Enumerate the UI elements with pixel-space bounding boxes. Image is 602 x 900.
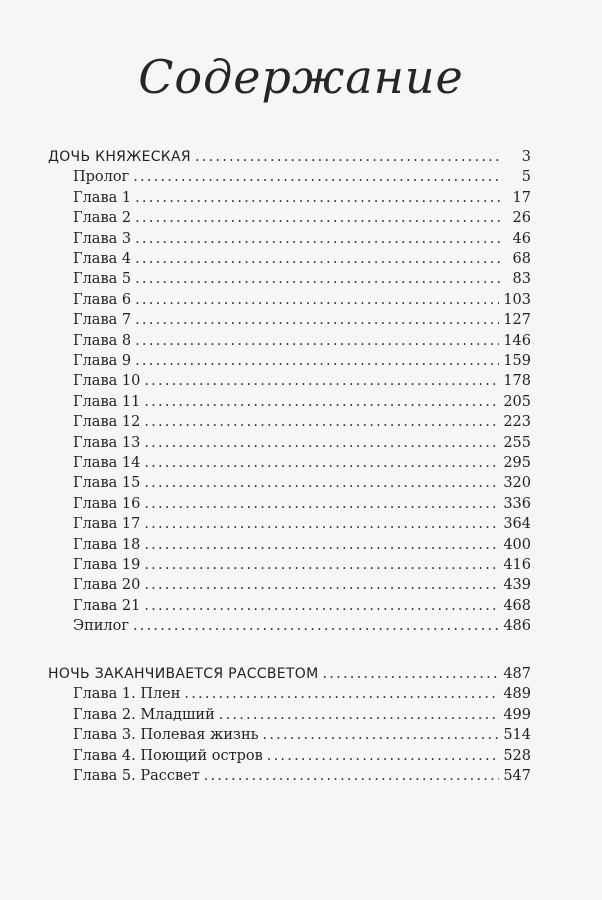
toc-entry-label: Эпилог xyxy=(73,618,129,635)
toc-entry-label: Глава 9 xyxy=(73,353,132,369)
dot-leader xyxy=(204,766,500,786)
toc-entry-page-number: 489 xyxy=(503,686,531,703)
toc-entry[interactable] xyxy=(73,514,531,534)
toc-entry-page-number: 127 xyxy=(503,312,531,329)
toc-entry[interactable] xyxy=(73,453,531,473)
toc-entry-label: Глава 19 xyxy=(73,557,141,573)
dot-leader xyxy=(144,392,499,412)
dot-leader xyxy=(144,371,499,391)
toc-entry-label: Глава 18 xyxy=(73,536,141,553)
toc-part-heading-page-number: 3 xyxy=(521,149,531,165)
toc-entry-page-number: 178 xyxy=(503,373,531,390)
toc-entry-label: Глава 6 xyxy=(73,291,132,308)
toc-entry-page-number: 416 xyxy=(503,557,531,573)
toc-entry[interactable] xyxy=(73,351,531,371)
toc-entry[interactable] xyxy=(73,392,531,412)
toc-part-heading[interactable] xyxy=(48,147,531,167)
toc-entry-page-number: 439 xyxy=(503,577,531,594)
toc-entry-label: Глава 17 xyxy=(73,516,141,533)
dot-leader xyxy=(135,249,503,269)
dot-leader xyxy=(184,684,499,704)
dot-leader xyxy=(135,351,499,371)
toc-entry-label: Глава 8 xyxy=(73,332,132,349)
toc-entry-label: Глава 12 xyxy=(73,414,141,431)
toc-entry-label: Глава 14 xyxy=(73,455,141,471)
toc-entry-label: Глава 4. Поющий остров xyxy=(73,747,263,764)
toc-entry-label: Глава 16 xyxy=(73,495,141,512)
toc-entry[interactable] xyxy=(73,208,531,228)
dot-leader xyxy=(135,269,503,289)
toc-entry-page-number: 295 xyxy=(503,455,531,471)
page-title: Содержание xyxy=(138,50,464,104)
dot-leader xyxy=(135,290,499,310)
toc-entry[interactable] xyxy=(73,229,531,249)
toc-entry[interactable] xyxy=(73,269,531,289)
toc-entry-label: Глава 10 xyxy=(73,373,141,390)
dot-leader xyxy=(267,746,500,766)
toc-entry[interactable] xyxy=(73,555,531,575)
toc-entry-page-number: 336 xyxy=(503,495,531,512)
dot-leader xyxy=(144,412,499,432)
toc-entry-page-number: 26 xyxy=(512,210,531,227)
dot-leader xyxy=(144,555,499,575)
toc-part-heading[interactable] xyxy=(48,664,531,684)
toc-entry[interactable] xyxy=(73,596,531,616)
toc-part-heading-label: НОЧЬ ЗАКАНЧИВАЕТСЯ РАССВЕТОМ xyxy=(48,666,319,682)
toc-entry-label: Глава 15 xyxy=(73,475,141,492)
toc-entry[interactable] xyxy=(73,331,531,351)
toc-entry-label: Глава 20 xyxy=(73,577,141,594)
dot-leader xyxy=(133,616,499,636)
toc-entry-page-number: 83 xyxy=(512,271,531,288)
toc-entry-label: Глава 5. Рассвет xyxy=(73,768,200,784)
toc-entry[interactable] xyxy=(73,535,531,555)
toc-entry-page-number: 514 xyxy=(503,727,531,744)
toc-entry-label: Глава 1. Плен xyxy=(73,686,181,703)
toc-entry-label: Глава 7 xyxy=(73,312,132,329)
toc-entry-label: Глава 13 xyxy=(73,434,141,451)
dot-leader xyxy=(144,473,499,493)
toc-entry-label: Глава 3 xyxy=(73,230,132,247)
toc-entry[interactable] xyxy=(73,575,531,595)
toc-entry-page-number: 159 xyxy=(503,353,531,369)
toc-entry-page-number: 223 xyxy=(503,414,531,431)
dot-leader xyxy=(135,188,503,208)
toc-entry-label: Глава 2. Младший xyxy=(73,706,215,723)
toc-entry-page-number: 255 xyxy=(503,434,531,451)
toc-entry[interactable] xyxy=(73,167,531,187)
dot-leader xyxy=(144,494,499,514)
dot-leader xyxy=(219,705,500,725)
toc-entry[interactable] xyxy=(73,616,531,636)
toc-entry-page-number: 499 xyxy=(503,706,531,723)
dot-leader xyxy=(144,453,499,473)
toc-entry-page-number: 320 xyxy=(503,475,531,492)
toc-entry-page-number: 547 xyxy=(503,768,531,784)
toc-part-heading-page-number: 487 xyxy=(503,666,531,682)
toc-entry[interactable] xyxy=(73,473,531,493)
toc-entry[interactable] xyxy=(73,705,531,725)
dot-leader xyxy=(135,310,499,330)
toc-entry-label: Глава 11 xyxy=(73,393,141,410)
toc-entry[interactable] xyxy=(73,684,531,704)
toc-entry[interactable] xyxy=(73,310,531,330)
toc-entry-page-number: 146 xyxy=(503,332,531,349)
toc-entry[interactable] xyxy=(73,249,531,269)
toc-entry-page-number: 364 xyxy=(503,516,531,533)
toc-entry-page-number: 103 xyxy=(503,291,531,308)
toc-entry[interactable] xyxy=(73,290,531,310)
dot-leader xyxy=(144,514,499,534)
dot-leader xyxy=(133,167,503,187)
toc-entry-page-number: 486 xyxy=(503,618,531,635)
toc-entry-label: Глава 1 xyxy=(73,189,132,206)
toc-entry[interactable] xyxy=(73,433,531,453)
toc-entry-page-number: 17 xyxy=(512,189,531,206)
toc-entry-page-number: 5 xyxy=(521,169,531,186)
dot-leader xyxy=(135,208,503,228)
toc-entry-label: Глава 2 xyxy=(73,210,132,227)
toc-entry[interactable] xyxy=(73,371,531,391)
toc-entry-label: Глава 21 xyxy=(73,597,141,614)
dot-leader xyxy=(263,725,500,745)
toc-entry-label: Глава 5 xyxy=(73,271,132,288)
toc-entry-page-number: 400 xyxy=(503,536,531,553)
toc-entry[interactable] xyxy=(73,766,531,786)
dot-leader xyxy=(144,535,499,555)
toc-entry-page-number: 468 xyxy=(503,597,531,614)
toc-entry[interactable] xyxy=(73,494,531,514)
dot-leader xyxy=(144,596,499,616)
toc-entry-label: Глава 3. Полевая жизнь xyxy=(73,727,259,744)
toc-part-heading-label: ДОЧЬ КНЯЖЕСКАЯ xyxy=(48,149,191,165)
toc-entry[interactable] xyxy=(73,412,531,432)
toc-entry[interactable] xyxy=(73,746,531,766)
dot-leader xyxy=(195,147,503,167)
toc-entry[interactable] xyxy=(73,725,531,745)
toc-entry[interactable] xyxy=(73,188,531,208)
toc-entry-page-number: 528 xyxy=(503,747,531,764)
dot-leader xyxy=(322,664,499,684)
dot-leader xyxy=(144,575,499,595)
toc-entry-page-number: 68 xyxy=(512,251,531,267)
dot-leader xyxy=(135,331,499,351)
toc-entry-page-number: 205 xyxy=(503,393,531,410)
dot-leader xyxy=(135,229,503,249)
toc-entry-label: Глава 4 xyxy=(73,251,132,267)
dot-leader xyxy=(144,433,499,453)
toc-entry-page-number: 46 xyxy=(512,230,531,247)
toc-entry-label: Пролог xyxy=(73,169,130,186)
